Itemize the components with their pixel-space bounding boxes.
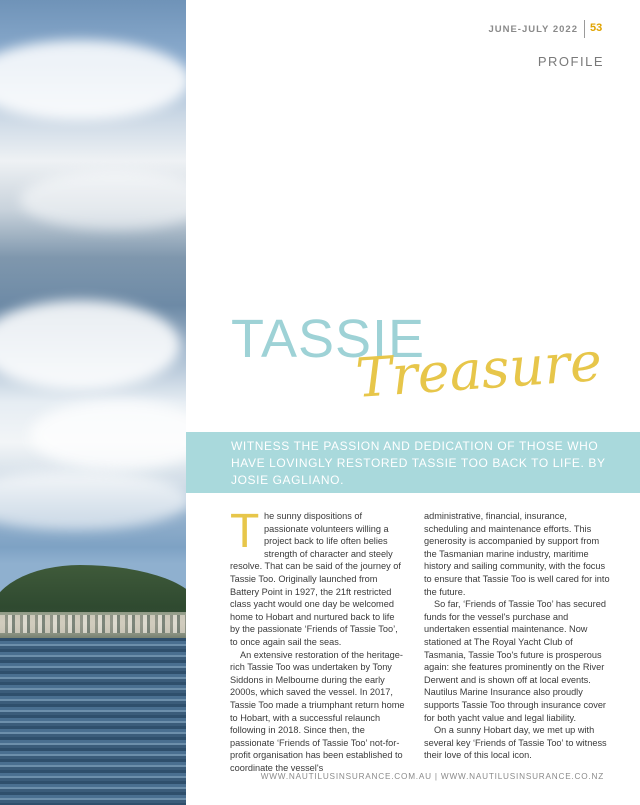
- page-number: 53: [590, 22, 603, 34]
- section-label: PROFILE: [537, 54, 604, 69]
- cover-photo-sky-and-harbour: [0, 0, 186, 805]
- article-paragraph: On a sunny Hobart day, we met up with several key ‘Friends of Tassie Too’ to witness their love of this local icon.: [424, 725, 607, 761]
- article-paragraph: An extensive restoration of the heritage-rich Tassie Too was undertaken by Tony Siddons in Melbourne during the early 2000s, which saved the vessel. In 2017, Tassie Too made a triumphant return home to Hobart, with a successful relaunch following in 2018. Since then, the passionate ‘Friends of Tassie Too’ not-for-profit organisation has been established to coordinate the vessel's: [230, 649, 405, 773]
- article-column-right: [424, 510, 612, 762]
- issue-date: JUNE-JULY 2022: [488, 24, 578, 35]
- footer-websites: WWW.NAUTILUSINSURANCE.COM.AU | WWW.NAUTILUSINSURANCE.CO.NZ: [260, 772, 604, 781]
- article-title-script: Treasure: [353, 329, 604, 410]
- article-column-left: [230, 505, 406, 774]
- waterfront-houses: [0, 615, 186, 633]
- article-paragraph: he sunny dispositions of passionate volunteers willing a project back to life often belies strength of character and steely resolve. That can be said of the journey of Tassie Too. Originally launched from Battery Point in 1927, the 21ft restricted class yacht would one day be welcomed home to Hobart and nurtured back to life by the passionate ‘Friends of Tassie Too’, to once again sail the seas.: [230, 511, 401, 647]
- article-paragraph: So far, ‘Friends of Tassie Too’ has secured funds for the vessel's purchase and undertaken essential maintenance. Now stationed at The Royal Yacht Club of Tasmania, Tassie Too's future is prosperous again: she features prominently on the River Derwent and is shown off at local events. Nautilus Marine Insurance also proudly supports Tassie Too through insurance cover for both yacht value and legal liability.: [424, 599, 606, 723]
- harbour-water: [0, 638, 186, 805]
- article-title: TASSIE: [231, 309, 426, 369]
- standfirst: WITNESS THE PASSION AND DEDICATION OF THOSE WHO HAVE LOVINGLY RESTORED TASSIE TOO BACK TO LIFE. BY JOSIE GAGLIANO.: [231, 439, 606, 487]
- header-divider: [584, 20, 585, 38]
- drop-cap: T: [230, 505, 260, 558]
- article-paragraph: administrative, financial, insurance, scheduling and maintenance efforts. This generosity is accompanied by support from the Tasmanian marine industry, maritime history and sailing community, with the focus to ensure that Tassie Too is well cared for into the future.: [424, 511, 610, 597]
